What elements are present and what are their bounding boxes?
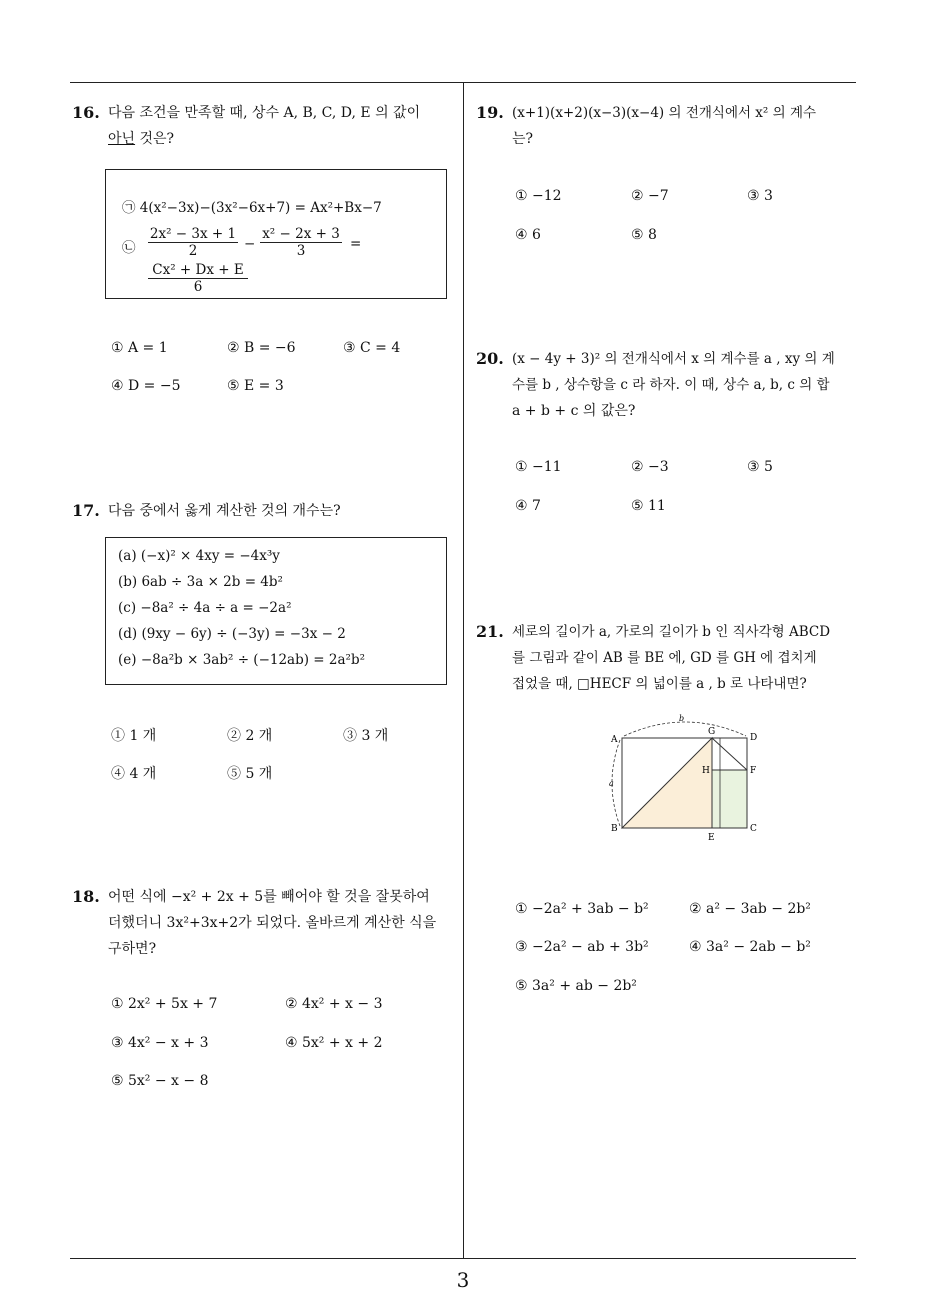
q21-text-line1: 세로의 길이가 a, 가로의 길이가 b 인 직사각형 ABCD: [512, 624, 831, 640]
q17-number: 17.: [72, 501, 100, 520]
q18-text-line2: 더했더니 3x²+3x+2가 되었다. 올바르게 계산한 식을: [108, 915, 437, 931]
label-c-vertex: C: [750, 824, 757, 834]
q19-choice-1[interactable]: ① −12: [515, 188, 562, 204]
fold-line-gf: [712, 738, 747, 770]
q20-text-line1: (x − 4y + 3)² 의 전개식에서 x 의 계수를 a , xy 의 계: [512, 351, 835, 367]
label-b-length: b: [679, 714, 685, 723]
q17-text-line: 다음 중에서 옳게 계산한 것의 개수는?: [108, 503, 341, 519]
q19-text-line2: 는?: [512, 131, 534, 147]
q21-text-line3: 접었을 때, □HECF 의 넓이를 a , b 로 나타내면?: [512, 676, 807, 692]
q17-box-d: (d) (9xy − 6y) ÷ (−3y) = −3x − 2: [118, 626, 346, 642]
q16-box-line1: ㉠ 4(x²−3x)−(3x²−6x+7) = Ax²+Bx−7: [122, 200, 382, 216]
q20-choice-3[interactable]: ③ 5: [747, 459, 773, 475]
q18-text-line3: 구하면?: [108, 941, 157, 957]
hecf-region: [712, 770, 747, 828]
q21-text-line2: 를 그림과 같이 AB 를 BE 에, GD 를 GH 에 겹치게: [512, 650, 817, 666]
q18-number: 18.: [72, 887, 100, 906]
label-d-vertex: D: [750, 733, 758, 743]
q20-number: 20.: [476, 349, 504, 368]
q16-condition-box: [105, 169, 447, 299]
q19-text: [476, 100, 871, 152]
q18-choice-2[interactable]: ② 4x² + x − 3: [285, 996, 383, 1012]
label-e-vertex: E: [708, 833, 715, 843]
label-a-vertex: A: [611, 735, 618, 745]
q16-choice-2[interactable]: ② B = −6: [227, 340, 296, 356]
q20-choice-2[interactable]: ② −3: [631, 459, 669, 475]
q16-choice-5[interactable]: ⑤ E = 3: [227, 378, 284, 394]
q18-choice-3[interactable]: ③ 4x² − x + 3: [111, 1035, 209, 1051]
page-number: 3: [456, 1268, 470, 1292]
q17-text: [72, 498, 457, 524]
q16-choice-4[interactable]: ④ D = −5: [111, 378, 181, 394]
q16-number: 16.: [72, 103, 100, 122]
q20-choice-5[interactable]: ⑤ 11: [631, 498, 666, 514]
q17-choice-2[interactable]: ② 2 개: [227, 728, 273, 744]
q18-choice-4[interactable]: ④ 5x² + x + 2: [285, 1035, 383, 1051]
q17-choice-5[interactable]: ⑤ 5 개: [227, 766, 273, 782]
q20-text-line2: 수를 b , 상수항을 c 라 하자. 이 때, 상수 a, b, c 의 합: [512, 377, 830, 393]
q17-choice-3[interactable]: ③ 3 개: [343, 728, 389, 744]
q20-choice-4[interactable]: ④ 7: [515, 498, 541, 514]
label-g-vertex: G: [708, 727, 716, 737]
q16-equals: =: [350, 236, 362, 252]
q17-choice-4[interactable]: ④ 4 개: [111, 766, 157, 782]
q17-statement-box: [105, 537, 447, 685]
column-divider: [463, 83, 464, 1258]
q16-choice-3[interactable]: ③ C = 4: [343, 340, 401, 356]
q20-text-line3: a + b + c 의 값은?: [512, 403, 636, 419]
q16-text-line2: [108, 126, 457, 152]
q21-choice-3[interactable]: ③ −2a² − ab + 3b²: [515, 939, 649, 955]
q16-frac1-num: 2x² − 3x + 1: [149, 226, 237, 242]
q21-number: 21.: [476, 622, 504, 641]
folded-triangle: [622, 738, 712, 828]
q16-frac2: [260, 226, 342, 259]
q16-underlined: 아닌: [108, 131, 136, 147]
q16-mark-2: ㉡: [122, 240, 136, 256]
q21-choice-2[interactable]: ② a² − 3ab − 2b²: [689, 901, 811, 917]
q21-figure: [600, 712, 770, 847]
q18-text: [72, 884, 462, 962]
q17-box-e: (e) −8a²b × 3ab² ÷ (−12ab) = 2a²b²: [118, 652, 366, 668]
q20-choice-1[interactable]: ① −11: [515, 459, 562, 475]
q16-frac3-den: 6: [193, 279, 203, 295]
q16-box-line3: [148, 262, 248, 295]
q21-choice-1[interactable]: ① −2a² + 3ab − b²: [515, 901, 649, 917]
q16-frac3-num: Cx² + Dx + E: [148, 262, 248, 279]
q17-box-b: (b) 6ab ÷ 3a × 2b = 4b²: [118, 574, 283, 590]
bottom-rule: [70, 1258, 856, 1259]
q18-choice-5[interactable]: ⑤ 5x² − x − 8: [111, 1073, 209, 1089]
q18-text-line1: 어떤 식에 −x² + 2x + 5를 빼어야 할 것을 잘못하여: [108, 889, 430, 905]
q16-text: [72, 100, 457, 152]
q21-choice-4[interactable]: ④ 3a² − 2ab − b²: [689, 939, 811, 955]
label-b-vertex: B: [611, 824, 618, 834]
q18-choice-1[interactable]: ① 2x² + 5x + 7: [111, 996, 218, 1012]
q19-choice-2[interactable]: ② −7: [631, 188, 669, 204]
q16-text-rest: 것은?: [135, 131, 175, 147]
q21-choice-5[interactable]: ⑤ 3a² + ab − 2b²: [515, 978, 637, 994]
q19-number: 19.: [476, 103, 504, 122]
q16-frac2-den: 3: [296, 243, 306, 259]
q19-choice-4[interactable]: ④ 6: [515, 227, 541, 243]
q17-box-a: (a) (−x)² × 4xy = −4x³y: [118, 548, 280, 564]
q16-minus: −: [244, 236, 256, 252]
q16-frac1: [148, 226, 238, 259]
q19-text-line1: (x+1)(x+2)(x−3)(x−4) 의 전개식에서 x² 의 계수: [512, 105, 817, 121]
q16-text-line1: 다음 조건을 만족할 때, 상수 A, B, C, D, E 의 값이: [108, 105, 421, 121]
q20-text: [476, 346, 871, 424]
q21-text: [476, 619, 871, 697]
q16-frac2-num: x² − 2x + 3: [260, 226, 342, 243]
q19-choice-3[interactable]: ③ 3: [747, 188, 773, 204]
q19-choice-5[interactable]: ⑤ 8: [631, 227, 657, 243]
label-h-vertex: H: [702, 766, 710, 776]
q16-frac1-den: 2: [188, 243, 198, 259]
label-f-vertex: F: [750, 766, 757, 776]
q17-choice-1[interactable]: ① 1 개: [111, 728, 157, 744]
q17-box-c: (c) −8a² ÷ 4a ÷ a = −2a²: [118, 600, 292, 616]
q16-choice-1[interactable]: ① A = 1: [111, 340, 168, 356]
arc-b: [624, 722, 746, 736]
label-a-length: a: [609, 779, 614, 788]
